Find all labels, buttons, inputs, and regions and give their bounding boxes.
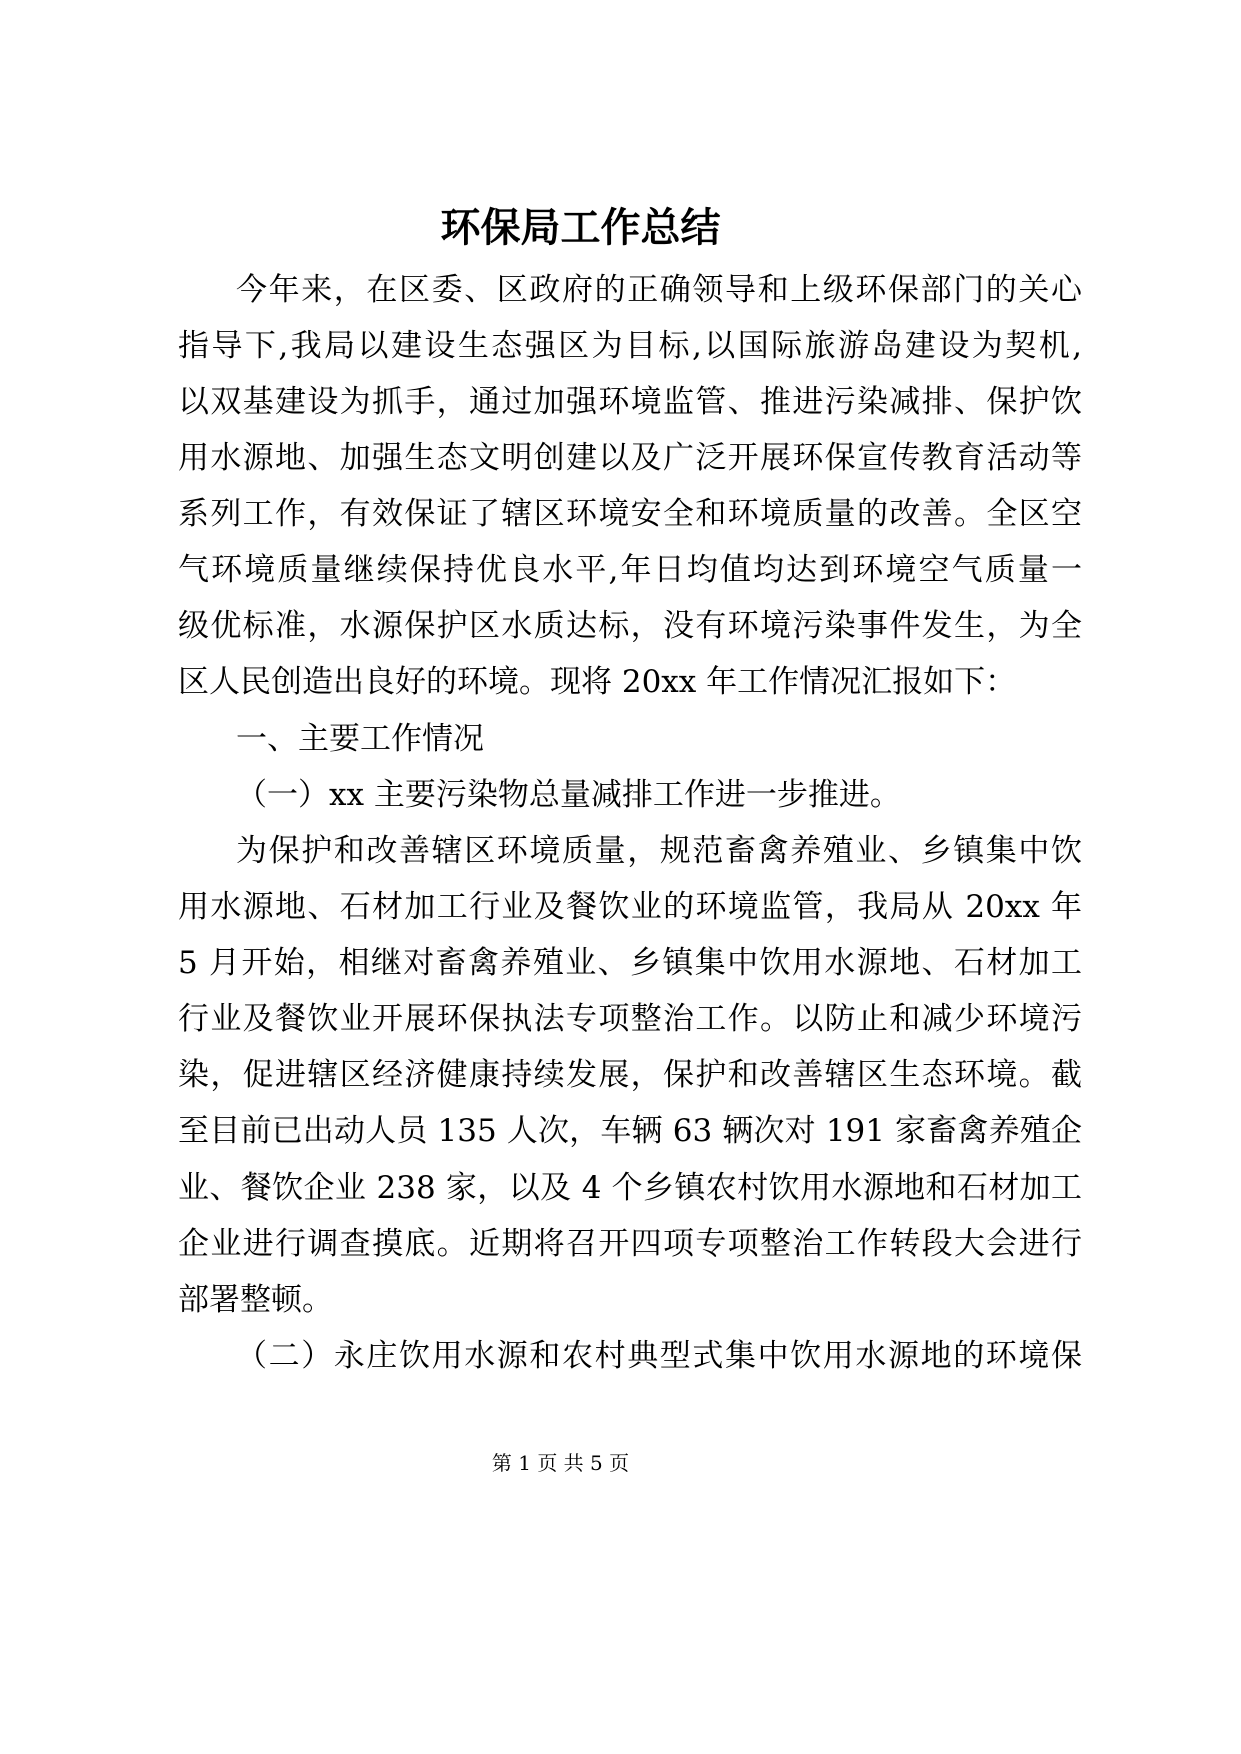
paragraph-line: 以双基建设为抓手，通过加强环境监管、推进污染减排、保护饮	[178, 384, 1082, 420]
section-heading: 一、主要工作情况	[236, 721, 484, 757]
document-title: 环保局工作总结	[440, 204, 721, 251]
paragraph-line: 气环境质量继续保持优良水平,年日均值均达到环境空气质量一	[178, 552, 1082, 588]
paragraph-line: 用水源地、石材加工行业及餐饮业的环境监管，我局从 20xx 年	[178, 889, 1082, 925]
paragraph-line: 染，促进辖区经济健康持续发展，保护和改善辖区生态环境。截	[178, 1057, 1082, 1093]
paragraph-line: 级优标准，水源保护区水质达标，没有环境污染事件发生，为全	[178, 608, 1082, 644]
paragraph-line: 5 月开始，相继对畜禽养殖业、乡镇集中饮用水源地、石材加工	[178, 945, 1082, 981]
paragraph-line: 区人民创造出良好的环境。现将 20xx 年工作情况汇报如下：	[178, 664, 1017, 700]
paragraph-line: 指导下,我局以建设生态强区为目标,以国际旅游岛建设为契机,	[178, 328, 1082, 364]
subsection-heading: （一）xx 主要污染物总量减排工作进一步推进。	[236, 777, 901, 813]
paragraph-line: 企业进行调查摸底。近期将召开四项专项整治工作转段大会进行	[178, 1226, 1082, 1262]
paragraph-line: 业、餐饮企业 238 家，以及 4 个乡镇农村饮用水源地和石材加工	[178, 1170, 1082, 1206]
paragraph-line: 今年来，在区委、区政府的正确领导和上级环保部门的关心	[236, 272, 1082, 308]
paragraph-line: 系列工作，有效保证了辖区环境安全和环境质量的改善。全区空	[178, 496, 1082, 532]
paragraph-line: 为保护和改善辖区环境质量，规范畜禽养殖业、乡镇集中饮	[236, 833, 1082, 869]
paragraph-line: 至目前已出动人员 135 人次，车辆 63 辆次对 191 家畜禽养殖企	[178, 1113, 1082, 1149]
paragraph-line: 用水源地、加强生态文明创建以及广泛开展环保宣传教育活动等	[178, 440, 1082, 476]
subsection-heading: （二）永庄饮用水源和农村典型式集中饮用水源地的环境保	[236, 1338, 1082, 1374]
page-footer: 第 1 页 共 5 页	[491, 1451, 630, 1475]
paragraph-line: 行业及餐饮业开展环保执法专项整治工作。以防止和减少环境污	[178, 1001, 1082, 1037]
paragraph-line: 部署整顿。	[178, 1282, 333, 1318]
